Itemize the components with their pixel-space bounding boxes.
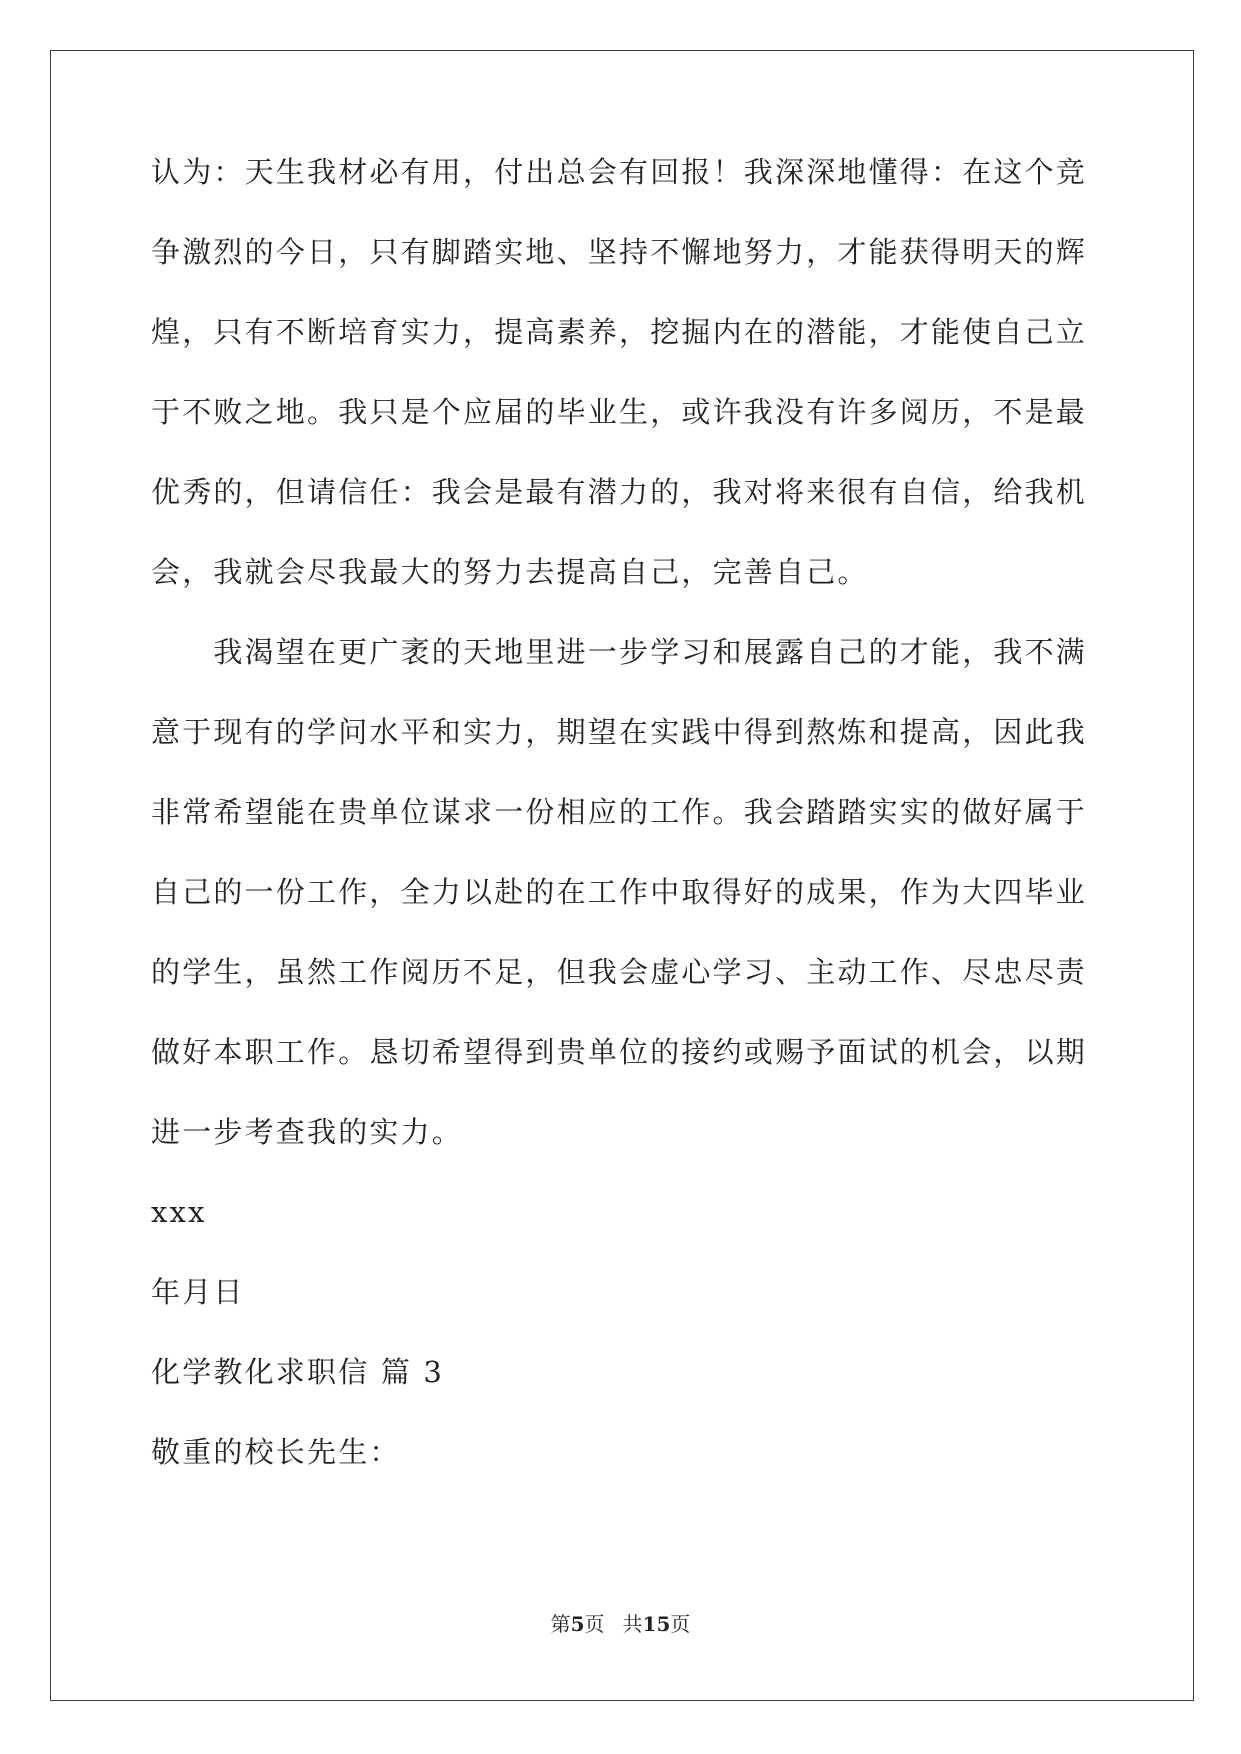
text-line: 非常希望能在贵单位谋求一份相应的工作。我会踏踏实实的做好属于: [151, 795, 1088, 829]
text-line: 的学生，虽然工作阅历不足，但我会虚心学习、主动工作、尽忠尽责: [151, 955, 1088, 989]
total-prefix: 共: [622, 1612, 643, 1636]
text-line: 煌，只有不断培育实力，提高素养，挖掘内在的潜能，才能使自己立: [151, 315, 1088, 349]
signature-date: 年月日: [151, 1275, 245, 1309]
text-line: 我渴望在更广袤的天地里进一步学习和展露自己的才能，我不满: [151, 635, 1088, 669]
text-line: 争激烈的今日，只有脚踏实地、坚持不懈地努力，才能获得明天的辉: [151, 235, 1088, 269]
text-line: 认为：天生我材必有用，付出总会有回报！我深深地懂得：在这个竞: [151, 155, 1088, 189]
page-footer: [0, 1612, 1241, 1636]
signature-name: xxx: [151, 1195, 207, 1229]
section-title: 化学教化求职信 篇 3: [151, 1355, 445, 1389]
page-current: 5: [570, 1612, 585, 1636]
page-prefix: 第: [550, 1612, 571, 1636]
text-line: 自己的一份工作，全力以赴的在工作中取得好的成果，作为大四毕业: [151, 875, 1088, 909]
page-suffix: 页: [584, 1612, 605, 1636]
salutation: 敬重的校长先生：: [151, 1435, 401, 1469]
total-suffix: 页: [670, 1612, 691, 1636]
text-line: 进一步考查我的实力。: [151, 1115, 464, 1149]
text-line: 于不败之地。我只是个应届的毕业生，或许我没有许多阅历，不是最: [151, 395, 1088, 429]
text-line: 意于现有的学问水平和实力，期望在实践中得到熬炼和提高，因此我: [151, 715, 1088, 749]
page-total: 15: [642, 1612, 671, 1636]
text-line: 会，我就会尽我最大的努力去提高自己，完善自己。: [151, 555, 869, 589]
text-line: 优秀的，但请信任：我会是最有潜力的，我对将来很有自信，给我机: [151, 475, 1088, 509]
text-line: 做好本职工作。恳切希望得到贵单位的接约或赐予面试的机会，以期: [151, 1035, 1088, 1069]
